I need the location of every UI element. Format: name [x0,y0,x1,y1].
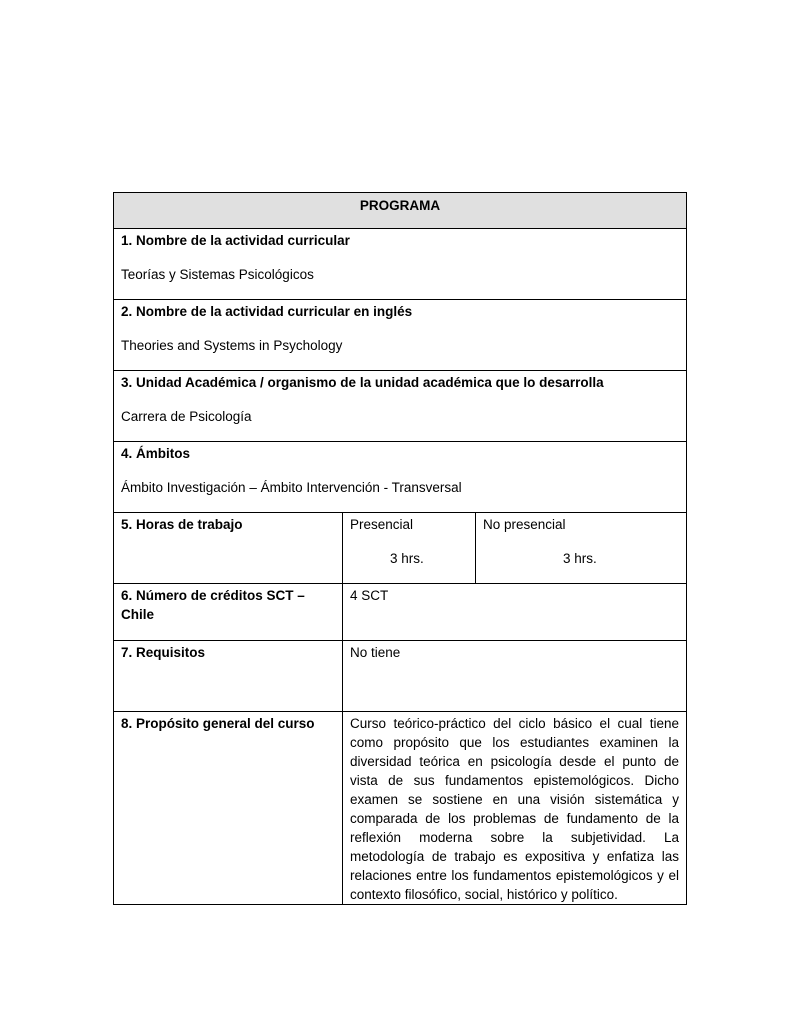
section-title: 5. Horas de trabajo [121,517,243,532]
section-activity-name [114,229,687,300]
purpose-text: Curso teórico-práctico del ciclo básico el cual tiene como propósito que los estudiantes examinen la diversidad teórica en psicología desde el punto de vista de sus fundamentos epistemológicos. Dicho examen se sostiene en una visión sistemática y comparada de los problemas de fundamento de la reflexión moderna sobre la subjetividad. La metodología de trabajo es expositiva y enfatiza las relaciones entre los fundamentos epistemológicos y el contexto filosófico, social, histórico y político. [350,716,679,902]
requirements-label-cell [114,641,343,712]
section-value: Teorías y Sistemas Psicológicos [121,267,314,282]
section-scopes [114,442,687,513]
section-value: Carrera de Psicología [121,409,252,424]
program-header-cell [114,193,687,229]
section-value: 4 SCT [350,588,389,603]
no-presencial-label: No presencial [483,517,566,532]
work-hours-label-cell [114,513,343,584]
program-table [113,192,687,905]
no-presencial-cell [476,513,687,584]
section-title: 8. Propósito general del curso [121,716,315,731]
no-presencial-value: 3 hrs. [563,551,597,566]
section-academic-unit [114,371,687,442]
section-value: No tiene [350,645,401,660]
presencial-cell [343,513,476,584]
section-activity-name-english [114,300,687,371]
section-value: Ámbito Investigación – Ámbito Intervención - Transversal [121,480,462,495]
section-title: 1. Nombre de la actividad curricular [121,233,350,248]
requirements-value-cell [343,641,687,712]
section-value: Theories and Systems in Psychology [121,338,343,353]
section-title: 3. Unidad Académica / organismo de la unidad académica que lo desarrolla [121,375,604,390]
presencial-label: Presencial [350,517,414,532]
program-header: PROGRAMA [359,198,441,213]
section-title: 7. Requisitos [121,645,206,660]
credits-label-cell [114,584,343,641]
section-title: 6. Número de créditos SCT – Chile [121,588,305,622]
credits-value-cell [343,584,687,641]
section-title: 4. Ámbitos [121,446,191,461]
purpose-value-cell [343,712,687,905]
purpose-label-cell [114,712,343,905]
presencial-value: 3 hrs. [390,551,424,566]
section-title: 2. Nombre de la actividad curricular en inglés [121,304,413,319]
